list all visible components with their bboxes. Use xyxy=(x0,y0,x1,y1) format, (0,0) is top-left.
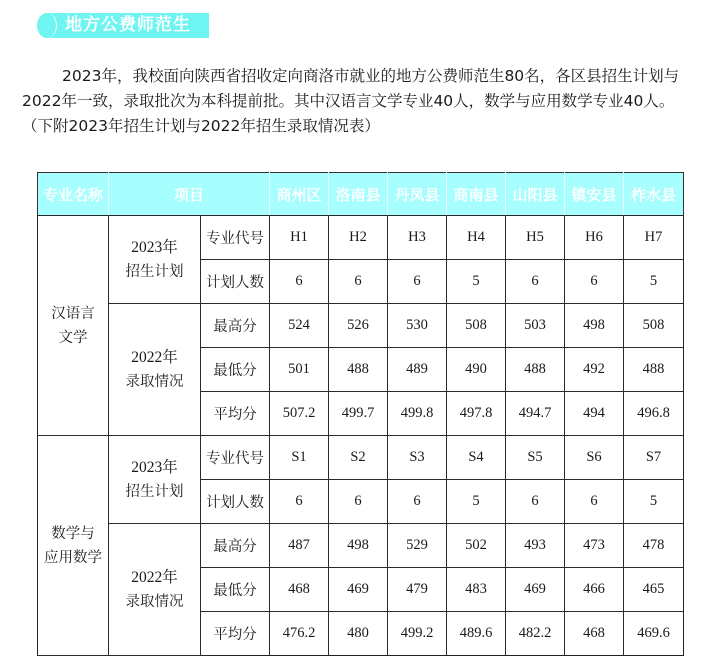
value-cell: 499.7 xyxy=(329,392,388,436)
value-cell: 501 xyxy=(270,348,329,392)
value-cell: 469 xyxy=(506,568,565,612)
value-cell: 6 xyxy=(565,480,624,524)
table-row xyxy=(38,304,684,348)
value-cell: H1 xyxy=(270,216,329,260)
value-cell: 6 xyxy=(565,260,624,304)
item-label: 专业代号 xyxy=(201,216,270,260)
value-cell: 488 xyxy=(624,348,684,392)
header-district: 商州区 xyxy=(270,173,329,216)
group-label: 招生计划 xyxy=(125,263,184,280)
value-cell: 524 xyxy=(270,304,329,348)
value-cell: 488 xyxy=(506,348,565,392)
table-header-row xyxy=(38,173,684,216)
header-district: 洛南县 xyxy=(329,173,388,216)
table-row xyxy=(38,436,684,480)
value-cell: 503 xyxy=(506,304,565,348)
value-cell: 499.2 xyxy=(388,612,447,656)
group-label: 录取情况 xyxy=(125,593,184,610)
value-cell: 5 xyxy=(447,260,506,304)
value-cell: S7 xyxy=(624,436,684,480)
admit-group-cell xyxy=(109,304,201,436)
value-cell: 6 xyxy=(388,480,447,524)
value-cell: 6 xyxy=(270,260,329,304)
plan-group-cell xyxy=(109,436,201,524)
value-cell: 6 xyxy=(270,480,329,524)
major-name-line: 汉语言 xyxy=(51,305,95,322)
value-cell: 498 xyxy=(565,304,624,348)
banner-cap-icon xyxy=(37,13,57,38)
value-cell: 508 xyxy=(624,304,684,348)
group-year: 2023年 xyxy=(131,458,178,476)
value-cell: 479 xyxy=(388,568,447,612)
value-cell: 483 xyxy=(447,568,506,612)
value-cell: S1 xyxy=(270,436,329,480)
item-label: 计划人数 xyxy=(201,480,270,524)
header-district: 镇安县 xyxy=(565,173,624,216)
header-item: 项目 xyxy=(109,173,270,216)
value-cell: 5 xyxy=(624,480,684,524)
header-district: 山阳县 xyxy=(506,173,565,216)
intro-paragraph xyxy=(22,64,712,139)
value-cell: 473 xyxy=(565,524,624,568)
value-cell: 493 xyxy=(506,524,565,568)
value-cell: 502 xyxy=(447,524,506,568)
group-year: 2022年 xyxy=(131,568,178,586)
value-cell: 478 xyxy=(624,524,684,568)
table-row xyxy=(38,216,684,260)
value-cell: 490 xyxy=(447,348,506,392)
admit-group-cell xyxy=(109,524,201,656)
intro-line-1: 2023年，我校面向陕西省招收定向商洛市就业的地方公费师范生80名，各区县招生计划与 xyxy=(62,67,680,85)
value-cell: H7 xyxy=(624,216,684,260)
section-title: 地方公费师范生 xyxy=(65,15,191,35)
header-district: 柞水县 xyxy=(624,173,684,216)
group-label: 招生计划 xyxy=(125,483,184,500)
plan-group-cell xyxy=(109,216,201,304)
value-cell: H3 xyxy=(388,216,447,260)
value-cell: 530 xyxy=(388,304,447,348)
major-name-cell xyxy=(38,216,109,436)
value-cell: 468 xyxy=(270,568,329,612)
value-cell: H5 xyxy=(506,216,565,260)
item-label: 平均分 xyxy=(201,392,270,436)
major-name-line: 应用数学 xyxy=(44,549,102,566)
table-row xyxy=(38,524,684,568)
value-cell: 6 xyxy=(329,480,388,524)
major-name-line: 数学与 xyxy=(51,525,95,542)
value-cell: 5 xyxy=(624,260,684,304)
item-label: 最低分 xyxy=(201,568,270,612)
header-district: 商南县 xyxy=(447,173,506,216)
value-cell: S6 xyxy=(565,436,624,480)
item-label: 最低分 xyxy=(201,348,270,392)
value-cell: 489 xyxy=(388,348,447,392)
value-cell: S5 xyxy=(506,436,565,480)
value-cell: 489.6 xyxy=(447,612,506,656)
item-label: 最高分 xyxy=(201,524,270,568)
value-cell: 5 xyxy=(447,480,506,524)
value-cell: 465 xyxy=(624,568,684,612)
item-label: 平均分 xyxy=(201,612,270,656)
value-cell: 494.7 xyxy=(506,392,565,436)
value-cell: 466 xyxy=(565,568,624,612)
value-cell: S3 xyxy=(388,436,447,480)
group-year: 2023年 xyxy=(131,238,178,256)
value-cell: H4 xyxy=(447,216,506,260)
value-cell: 488 xyxy=(329,348,388,392)
value-cell: 6 xyxy=(388,260,447,304)
value-cell: 6 xyxy=(329,260,388,304)
section-banner xyxy=(37,13,209,38)
value-cell: 507.2 xyxy=(270,392,329,436)
value-cell: 496.8 xyxy=(624,392,684,436)
item-label: 专业代号 xyxy=(201,436,270,480)
value-cell: 487 xyxy=(270,524,329,568)
value-cell: 482.2 xyxy=(506,612,565,656)
value-cell: 6 xyxy=(506,260,565,304)
header-district: 丹凤县 xyxy=(388,173,447,216)
major-name-cell xyxy=(38,436,109,656)
value-cell: S4 xyxy=(447,436,506,480)
item-label: 计划人数 xyxy=(201,260,270,304)
value-cell: 494 xyxy=(565,392,624,436)
value-cell: 497.8 xyxy=(447,392,506,436)
value-cell: H2 xyxy=(329,216,388,260)
value-cell: 480 xyxy=(329,612,388,656)
value-cell: 508 xyxy=(447,304,506,348)
admissions-table xyxy=(37,172,684,656)
value-cell: 492 xyxy=(565,348,624,392)
value-cell: S2 xyxy=(329,436,388,480)
value-cell: 469 xyxy=(329,568,388,612)
item-label: 最高分 xyxy=(201,304,270,348)
value-cell: 469.6 xyxy=(624,612,684,656)
value-cell: 499.8 xyxy=(388,392,447,436)
value-cell: 526 xyxy=(329,304,388,348)
major-name-line: 文学 xyxy=(58,329,88,346)
intro-line-3: （下附2023年招生计划与2022年招生录取情况表） xyxy=(22,117,380,135)
value-cell: 6 xyxy=(506,480,565,524)
value-cell: 498 xyxy=(329,524,388,568)
group-label: 录取情况 xyxy=(125,373,184,390)
value-cell: 529 xyxy=(388,524,447,568)
group-year: 2022年 xyxy=(131,348,178,366)
value-cell: 468 xyxy=(565,612,624,656)
value-cell: H6 xyxy=(565,216,624,260)
value-cell: 476.2 xyxy=(270,612,329,656)
header-major: 专业名称 xyxy=(38,173,109,216)
intro-line-2: 2022年一致，录取批次为本科提前批。其中汉语言文学专业40人，数学与应用数学专业40人。 xyxy=(22,92,675,110)
